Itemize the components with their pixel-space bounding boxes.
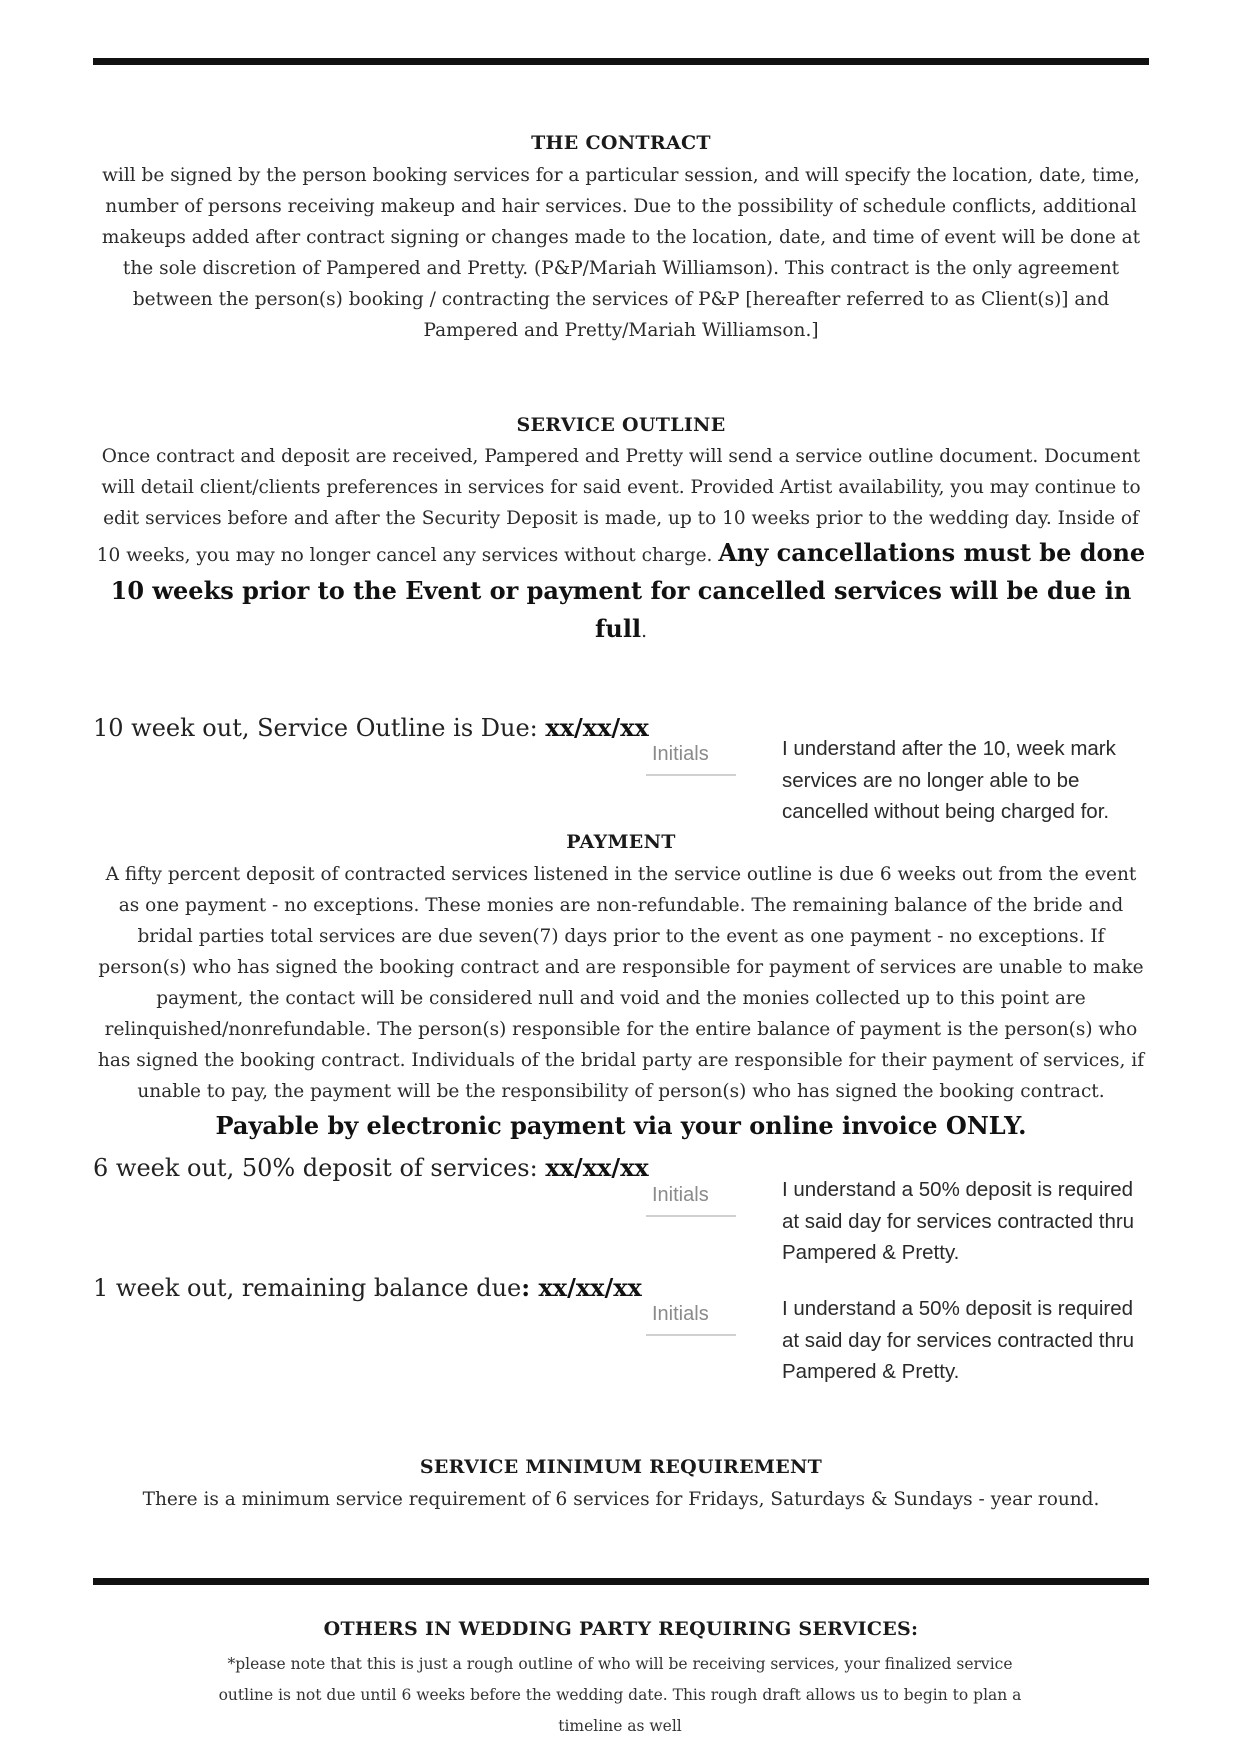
payment-body [93, 859, 1149, 1145]
service-outline-title: SERVICE OUTLINE [516, 414, 726, 436]
top-divider [93, 58, 1149, 65]
others-title: OTHERS IN WEDDING PARTY REQUIRING SERVICES: [323, 1618, 919, 1640]
service-outline-body [93, 441, 1149, 648]
contract-title: THE CONTRACT [531, 132, 711, 154]
row2-initials-field[interactable]: Initials [646, 1184, 736, 1217]
row2-label-text: 6 week out, 50% deposit of services: [93, 1154, 546, 1182]
row1-statement: I understand after the 10, week mark services are no longer able to be cancelled without being charged for. [782, 737, 1116, 823]
service-outline-text: Once contract and deposit are received, Pampered and Pretty will send a service outline document. Document will detail client/clients preferences in services for said event. Provided Artist availability, you may continue to edit services before and after the Security Deposit is made, up to 10 weeks prior to the wedding day. Inside of 10 weeks, you may no longer cancel any services without charge. [96, 446, 1141, 566]
others-note: *please note that this is just a rough outline of who will be receiving services, your finalized service outline is not due until 6 weeks before the wedding date. This rough draft allows us to begin to plan a timeline as well [218, 1655, 1022, 1735]
minimum-title: SERVICE MINIMUM REQUIREMENT [419, 1456, 823, 1478]
row3-date: : xx/xx/xx [521, 1273, 642, 1302]
row3-initials-field[interactable]: Initials [646, 1303, 736, 1336]
row1-date: xx/xx/xx [545, 713, 649, 742]
contract-body: will be signed by the person booking services for a particular session, and will specify the location, date, time, number of persons receiving makeup and hair services. Due to the possibility of schedule conflicts, additional makeups added after contract signing or changes made to the location, date, and time of event will be done at the sole discretion of Pampered and Pretty. (P&P/Mariah Williamson). This contract is the only agreement between the person(s) booking / contracting the services of P&P [hereafter referred to as Client(s)] and Pampered and Pretty/Mariah Williamson.] [101, 165, 1141, 341]
service-outline-emphasis: Any cancellations must be done 10 weeks prior to the Event or payment for cancelled services will be due in full [110, 538, 1146, 643]
row2-statement: I understand a 50% deposit is required at said day for services contracted thru Pampered & Pretty. [782, 1178, 1135, 1264]
service-outline-tail: . [641, 621, 647, 642]
minimum-body: There is a minimum service requirement of 6 services for Fridays, Saturdays & Sundays - year round. [142, 1489, 1100, 1510]
row1-label [93, 713, 649, 742]
row1-initials-field[interactable]: Initials [646, 743, 736, 776]
row2-date: xx/xx/xx [545, 1153, 649, 1182]
row2-label [93, 1153, 649, 1182]
row3-label [93, 1273, 642, 1302]
row1-label-text: 10 week out, Service Outline is Due: [93, 714, 546, 742]
section-divider [93, 1578, 1149, 1585]
payment-emphasis: Payable by electronic payment via your online invoice ONLY. [215, 1111, 1027, 1140]
payment-text: A fifty percent deposit of contracted services listened in the service outline is due 6 weeks out from the event as one payment - no exceptions. These monies are non-refundable. The remaining balance of the bride and bridal parties total services are due seven(7) days prior to the event as one payment - no exceptions. If person(s) who has signed the booking contract and are responsible for payment of services are unable to make payment, the contact will be considered null and void and the monies collected up to this point are relinquished/nonrefundable. The person(s) responsible for the entire balance of payment is the person(s) who has signed the booking contract. Individuals of the bridal party are responsible for their payment of services, if unable to pay, the payment will be the responsibility of person(s) who has signed the booking contract. [97, 864, 1145, 1102]
row3-label-text: 1 week out, remaining balance due [93, 1274, 522, 1302]
payment-title: PAYMENT [566, 831, 676, 853]
row3-statement: I understand a 50% deposit is required at said day for services contracted thru Pampered & Pretty. [782, 1297, 1135, 1383]
